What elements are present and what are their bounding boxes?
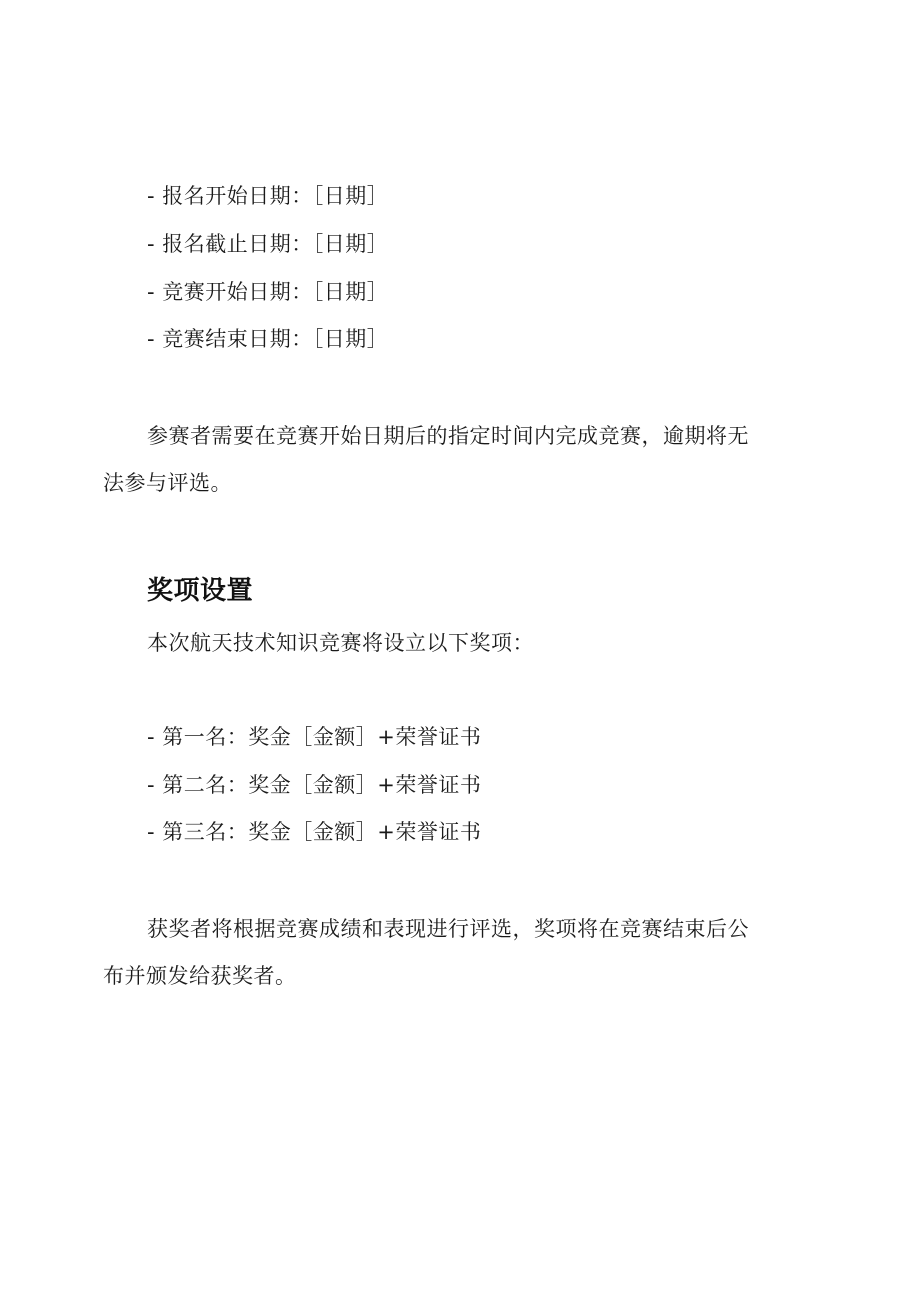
list-item-registration-start: - 报名开始日期：［日期］	[147, 184, 389, 208]
paragraph-awards-intro: 本次航天技术知识竞赛将设立以下奖项：	[147, 631, 534, 655]
paragraph-awards-note-line1: 获奖者将根据竞赛成绩和表现进行评选，奖项将在竞赛结束后公	[147, 917, 749, 941]
list-item-third-prize: - 第三名：奖金［金额］+荣誉证书	[147, 820, 482, 844]
list-item-competition-start: - 竞赛开始日期：［日期］	[147, 280, 389, 304]
paragraph-deadline-line2: 法参与评选。	[103, 471, 232, 495]
list-item-competition-end: - 竞赛结束日期：［日期］	[147, 327, 389, 351]
list-item-second-prize: - 第二名：奖金［金额］+荣誉证书	[147, 773, 482, 797]
list-item-registration-end: - 报名截止日期：［日期］	[147, 232, 389, 256]
section-heading-awards: 奖项设置	[147, 576, 254, 606]
paragraph-awards-note-line2: 布并颁发给获奖者。	[103, 964, 297, 988]
list-item-first-prize: - 第一名：奖金［金额］+荣誉证书	[147, 725, 482, 749]
paragraph-deadline-line1: 参赛者需要在竞赛开始日期后的指定时间内完成竞赛，逾期将无	[147, 424, 749, 448]
